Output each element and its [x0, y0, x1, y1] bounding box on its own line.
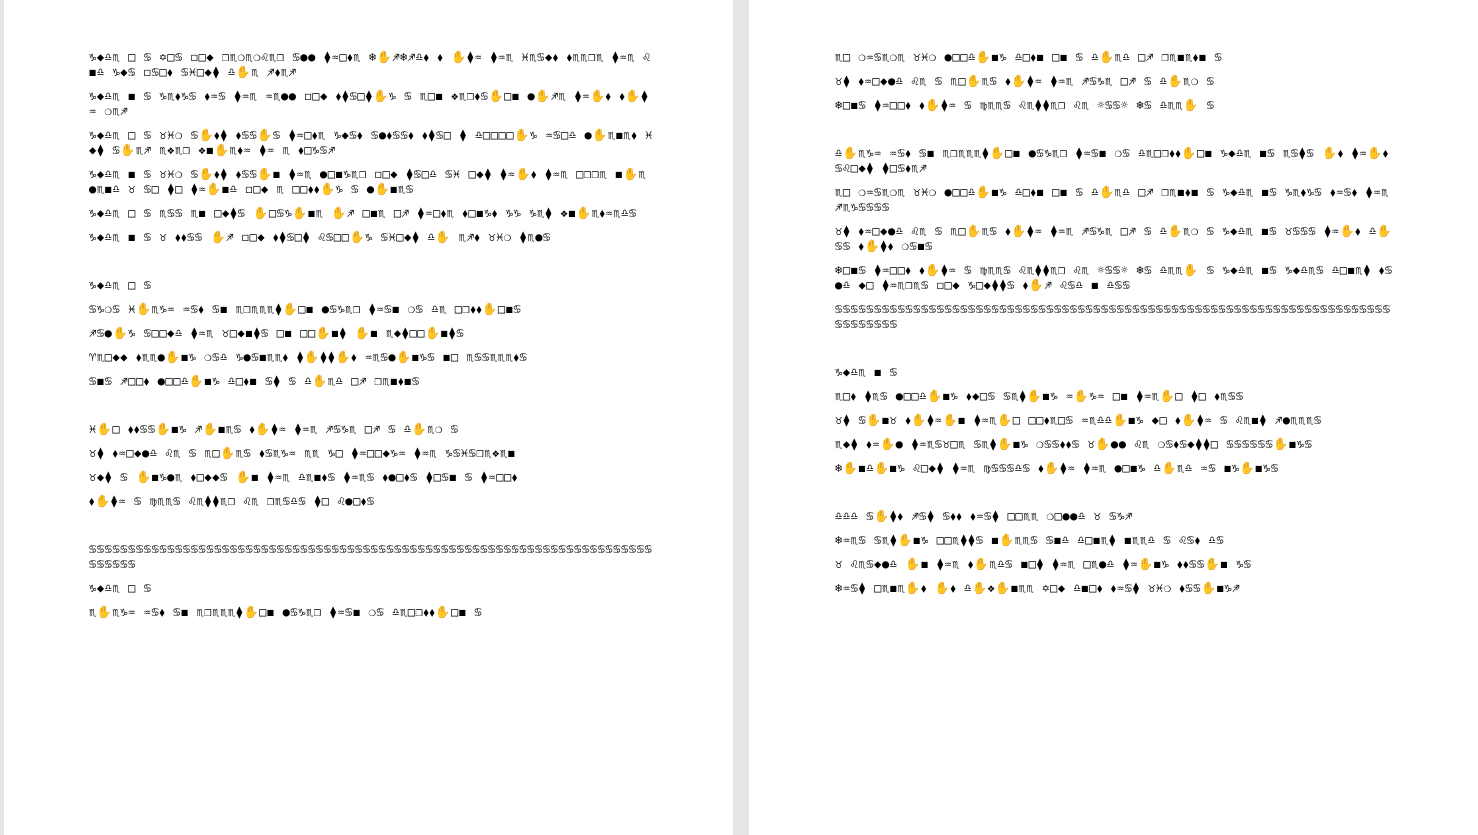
- paragraph-gap: [89, 398, 653, 422]
- paragraph: ⬧✋⧫♒ ♋ ♍♏♏♋ ♌♏⧫⧫♏❒ ♌♏ ❒♏♋♎♋ ⧫□ ♌●□⬧♋: [89, 494, 375, 508]
- paragraph: ♉⧫ ⬧♒□◆●♎ ♌♏ ♋ ♏□✋♏♋ ⬧✋⧫♒ ⧫♒♏ ♐♋♑♏ □♐ ♋ ♎✋♏❍ ♋ ♑◆♎♏ ◼♋ ♉♋♋♋ ⧫♒✋⬧ ♎✋♋♋ ⬧✋⧫⬧ ❍♋◼♋: [835, 224, 1393, 253]
- paragraph: ❄□◼♋ ⧫♒□□⬧ ⬧✋⧫♒ ♋ ♍♏♏♋ ♌♏⧫⧫♏❒ ♌♏ ☼♋♋☼ ❄♋ ♎♏♏✋ ♋ ♑◆♎♏ ◼♋ ♑◆♎♏♋ ♎□◼♏⧫ ⬧♋●♎ ◆□ ⧫♒♏❒♏♋ ◻□◆ ♑□◆⧫⧫♋ ⬧✋♐ ♌♋♎ ◼ ♎♋♋: [835, 263, 1393, 292]
- document-page-right: [749, 0, 1478, 835]
- paragraph-gap: [835, 122, 1398, 146]
- paragraph-gap: [89, 254, 653, 278]
- paragraph: ♓✋□ ⬧⬧♋♋✋◼♑ ♐✋◼♏♋ ⬧✋⧫♒ ⧫♒♏ ♐♋♑♏ □♐ ♋ ♎✋♏❍ ♋: [89, 422, 459, 436]
- paragraph: ♑◆♎♏ □ ♋: [89, 581, 152, 595]
- paragraph: ♑◆♎♏ □ ♋: [89, 278, 152, 292]
- paragraph: ♉ ♌♏♋◆●♎ ✋◼ ⧫♒♏ ⬧✋♏♎♋ ◼□⧫ ⧫♒♏ □♏●♎ ⧫♒✋◼♑ ⬧⬧♋♋✋◼ ♑♋: [835, 557, 1252, 571]
- paragraph: ♑◆♎♏ □ ♋ ♉♓❍ ♋✋⬧⧫ ⬧♋♋✋♋ ⧫♒□⬧♏ ♑◆♋⬧ ♋●⬧♋♋⬧ ⬧⧫♋□ ⧫ ♎□□□□✋♑ ♒♋□♎ ●✋♏◼♏⬧ ♓◆⧫ ♋✋♏♐ ♏❖♏❒ ❖◼✋♏⬧♒ ⧫♒ ♏ ⬧□♑♋♐: [89, 128, 653, 157]
- paragraph: ♎✋♏♑♒ ♒♋⬧ ♋◼ ♏❒♏♏♏⧫✋□◼ ●♋♑♏❒ ⧫♒♋◼ ❍♋ ♎♏□❒⬧⬧✋□◼ ♑◆♎♏ ◼♋ ♏♋⧫♋ ✋⬧ ⧫♒✋⬧ ♋♌□◆⧫ ⧫□♋⬧♏♐: [835, 146, 1397, 175]
- paragraph: ♑◆♎♏ □ ♋ ✡□♋ ◻□◆ ❒♏❍♏❍♌♏❒ ♋●● ⧫♒□⬧♏ ❄✋♐❄♐♎⬧ ⬧ ✋⧫♒ ⧫♒♏ ♓♏♋◆⬧ ⬧♏♏❒♏ ⧫♒♏ ♌◼♎ ♑◆♋ ◻♋□⬧ ♋♓□◆⧫ ♎✋♏ ♐⬧♏♐: [89, 50, 651, 79]
- paragraph: ♋♋♋♋♋♋♋♋♋♋♋♋♋♋♋♋♋♋♋♋♋♋♋♋♋♋♋♋♋♋♋♋♋♋♋♋♋♋♋♋♋♋♋♋♋♋♋♋♋♋♋♋♋♋♋♋♋♋♋♋♋♋♋♋♋♋♋♋♋♋♋♋♋♋♋♋♋♋: [89, 542, 653, 571]
- paragraph-gap: [89, 518, 653, 542]
- paragraph: ♋♋♋♋♋♋♋♋♋♋♋♋♋♋♋♋♋♋♋♋♋♋♋♋♋♋♋♋♋♋♋♋♋♋♋♋♋♋♋♋♋♋♋♋♋♋♋♋♋♋♋♋♋♋♋♋♋♋♋♋♋♋♋♋♋♋♋♋♋♋♋♋♋♋♋♋♋♋♋: [835, 302, 1391, 331]
- paragraph: ❄✋◼♎✋◼♑ ♌□◆⧫ ⧫♒♏ ♍♋♋♋♎♋ ⬧✋⧫♒ ⧫♒♏ ●□◼♑ ♎✋♏♎ ♒♋ ◼♑✋◼♑♋: [835, 461, 1279, 475]
- paragraph: ♏◆⧫ ⬧♒✋● ⧫♒♏♋♉□♏ ♋♏⧫✋◼♑ ❍♋♋⬧⬧♋ ♉✋●● ♌♏ ❍♋⬧♋◆⧫⧫□ ♋♋♋♋♋♋✋◼♑♋: [835, 437, 1313, 451]
- paragraph: ♎♎♎ ♋✋⧫⬧ ♐♋⧫ ♋⬧⬧ ⬧♒♋⧫ □□♏♏ ❍□●●♎ ♉ ♋♑♐: [835, 509, 1133, 523]
- paragraph: ♏✋♏♑♒ ♒♋⬧ ♋◼ ♏❒♏♏♏⧫✋□◼ ●♋♑♏❒ ⧫♒♋◼ ❍♋ ♎♏□❒⬧⬧✋□◼ ♋: [89, 605, 483, 619]
- paragraph: ♈♏□◆◆ ⬧♏♏●✋◼♑ ❍♋♎ ♑●♋◼♏♏⬧ ⧫✋⧫⧫✋⬧ ♒♏♋●✋◼♑♋ ◼□ ♏♋♋♏♏♏⬧♋: [89, 350, 528, 364]
- paragraph: ♐♋●✋♑ ♋□□◆♎ ⧫♒♏ ♉□◆◼⧫♋ □◼ □□✋◼⧫ ✋◼ ♏◆⧫□□✋◼⧫♋: [89, 326, 465, 340]
- paragraph: ♏□ ❍♒♋♏❍♏ ♉♓❍ ●□□♎✋◼♑ ♎□⬧◼ □◼ ♋ ♎✋♏♎ □♐ ❒♏◼♏⬧◼ ♋: [835, 50, 1223, 64]
- paragraph: ♑◆♎♏ ◼ ♋ ♉ ⬧⬧♋♋ ✋♐ ◻□◆ ⬧⧫♋□⧫ ♌♋□□✋♑ ♋♓□◆⧫ ♎✋ ♏♐⬧ ♉♓❍ ⧫♏●♋: [89, 230, 551, 244]
- paragraph: ♏□⬧ ⧫♏♋ ●□□♎✋◼♑ ⬧◆□♋ ♋♏⧫✋◼♑ ♒✋♑♒ □◼ ⧫♒♏✋□ ⧫□ ⬧♏♋♋: [835, 389, 1244, 403]
- paragraph: ♑◆♎♏ ◼ ♋: [835, 365, 898, 379]
- document-page-left: [4, 0, 733, 835]
- paragraph: ❄♒♋⧫ □♏◼♏✋⬧ ✋⬧ ♎✋❖✋◼♏♏ ✡□◆ ♎◼□⬧ ⬧♒♋⧫ ♉♓❍ ⬧♋♋✋◼♑♐: [835, 581, 1241, 595]
- paragraph: ♑◆♎♏ ◼ ♋ ♉♓❍ ♋✋⬧⧫ ⬧♋♋✋◼ ⧫♒♏ ●□◼♑♏❒ ◻□◆ ⧫♋□♎ ♋♓ □◆⧫ ⧫♒✋⬧ ⧫♒♏ □❒❒♏ ◼✋♏●♏◼♎ ♉ ♋□ ⧫□ ⧫♒✋◼♎ ◻□◆ ♏ □□⬧⬧✋♑ ♋ ●✋◼♏♋: [89, 167, 647, 196]
- paragraph-gap: [835, 485, 1398, 509]
- paragraph: ❄♒♏♋ ♋♏⧫✋◼♑ □□♏⧫⧫♋ ◼✋♏♏♋ ♋◼♎ ♎□◼♏⧫ ◼♏♏♎ ♋ ♌♋⬧ ♎♋: [835, 533, 1225, 547]
- paragraph: ♉⧫ ⬧♒□◆●♎ ♌♏ ♋ ♏□✋♏♋ ⬧✋⧫♒ ⧫♒♏ ♐♋♑♏ □♐ ♋ ♎✋♏❍ ♋: [835, 74, 1215, 88]
- paragraph: ♉◆⧫ ♋ ✋◼♑●♏ ⬧□◆◆♋ ✋◼ ⧫♒♏ ♎♏◼⬧♋ ⧫♒♏♋ ⬧●□⬧♋ ⧫□♋◼ ♋ ⧫♒□□⬧: [89, 470, 518, 484]
- paragraph: ♉⧫ ♋✋◼♉ ⬧✋⧫♒✋◼ ⧫♒♏✋□ □□⬧♏□♋ ♒♏♎♎✋◼♑ ◆□ ⬧✋⧫♒ ♋ ♌♏◼⧫ ♐●♏♏♏♋: [835, 413, 1322, 427]
- paragraph-gap: [835, 341, 1398, 365]
- paragraph: ♏□ ❍♒♋♏❍♏ ♉♓❍ ●□□♎✋◼♑ ♎□⬧◼ □◼ ♋ ♎✋♏♎ □♐ ❒♏◼⬧◼ ♋ ♑◆♎♏ ◼♋ ♑♏⬧♑♋ ⬧♒♋⬧ ⧫♒♏ ♐♏♑♋♋♋♋: [835, 185, 1397, 214]
- paragraph: ♋◼♋ ♐□□⬧ ●□□♎✋◼♑ ♎□⬧◼ ♋⧫ ♋ ♎✋♏♎ □♐ ❒♏◼⬧◼♋: [89, 374, 420, 388]
- paragraph: ♑◆♎♏ ◼ ♋ ♑♏⬧♑♋ ⬧♒♋ ⧫♒♏ ♒♏●● ◻□◆ ⬧⧫♋□⧫✋♑ ♋ ♏□◼ ❖♏❒⬧♋✋□◼ ●✋♐♏ ⧫♒✋⬧ ⬧✋⧫♒ ❍♏♐: [89, 89, 649, 118]
- paragraph: ❄□◼♋ ⧫♒□□⬧ ⬧✋⧫♒ ♋ ♍♏♏♋ ♌♏⧫⧫♏❒ ♌♏ ☼♋♋☼ ❄♋ ♎♏♏✋ ♋: [835, 98, 1215, 112]
- paragraph: ♉⧫ ⬧♒□◆●♎ ♌♏ ♋ ♏□✋♏♋ ⬧♋♏♑♒ ♏♏ ♑□ ⧫♒□□◆♑♒ ⧫♒♏ ♑♋♓♋❒♏❖♏◼: [89, 446, 516, 460]
- paragraph: ♑◆♎♏ □ ♋ ♏♋♋ ♏◼ □◆⧫♋ ✋□♋♑✋◼♏ ✋♐ □◼♏ □♐ ⧫♒□⬧♏ ⬧□◼♑⬧ ♑♑ ♑♏⧫ ❖◼✋♏⬧♒♏♎♋: [89, 206, 637, 220]
- paragraph: ♋♑❍♋ ♓✋♏♑♒ ♒♋⬧ ♋◼ ♏❒♏♏♏⧫✋□◼ ●♋♑♏❒ ⧫♒♋◼ ❍♋ ♎♏ □❒⬧⬧✋□◼♋: [89, 302, 522, 316]
